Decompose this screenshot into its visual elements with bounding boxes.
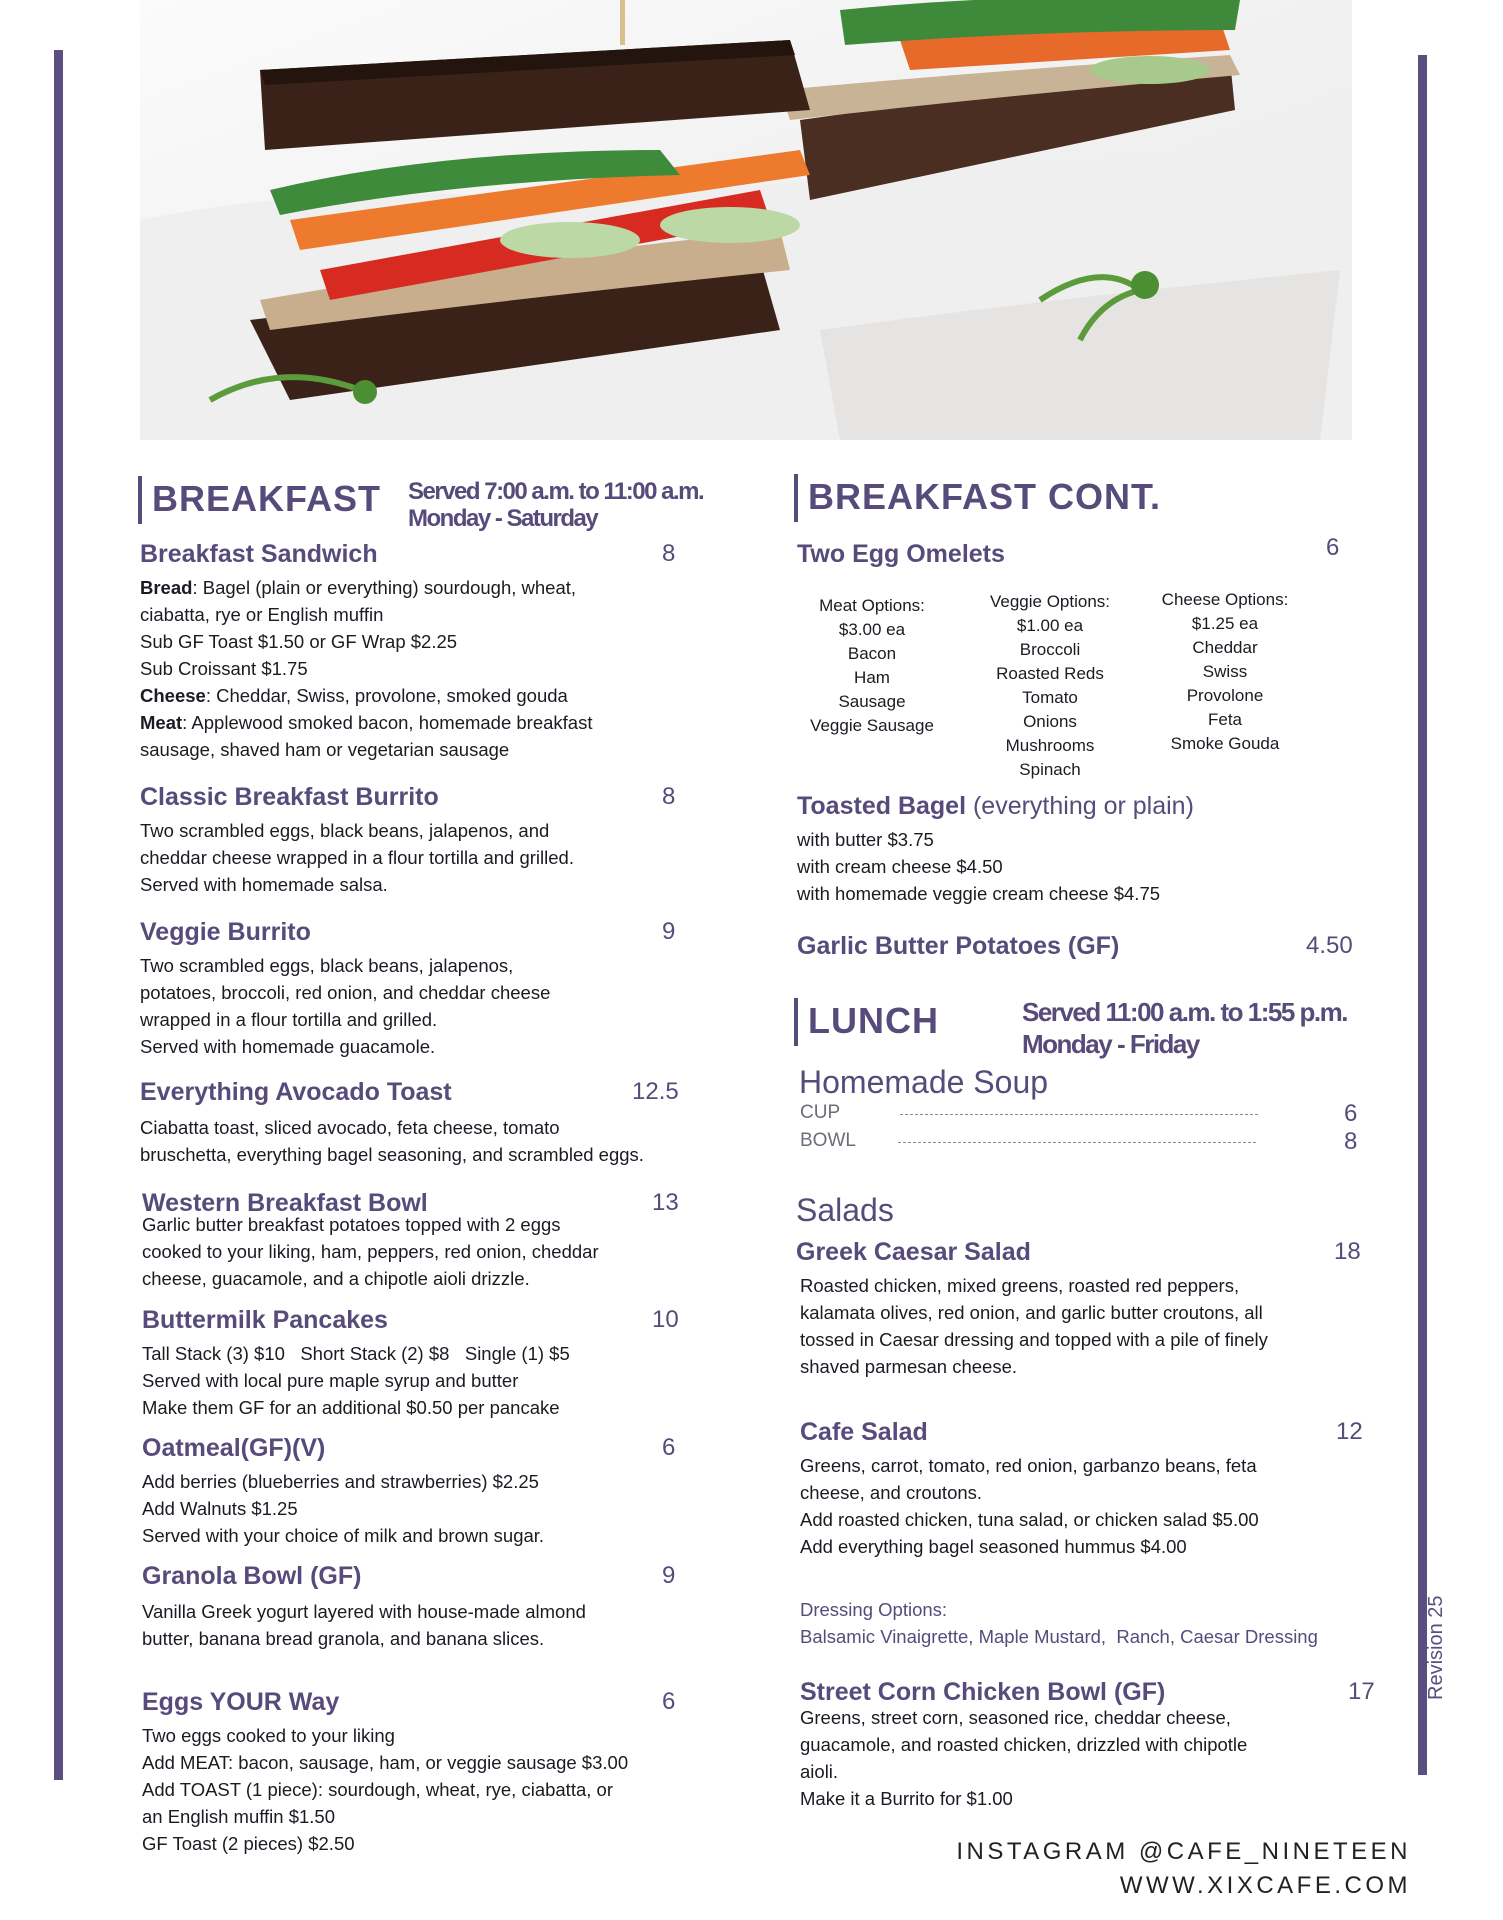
lunch-heading: LUNCH <box>808 1000 939 1041</box>
lunch-served-hours <box>1022 996 1347 1060</box>
left-accent-bar <box>54 50 63 1780</box>
item-price-greek-caesar: 18 <box>1334 1238 1361 1265</box>
soup-bowl-price: 8 <box>1344 1128 1358 1155</box>
soup-heading: Homemade Soup <box>799 1064 1049 1100</box>
item-title-western-bowl: Western Breakfast Bowl <box>142 1189 428 1217</box>
item-price-pancakes: 10 <box>652 1306 679 1333</box>
item-title-greek-caesar: Greek Caesar Salad <box>796 1238 1031 1266</box>
item-desc-toasted-bagel: with butter $3.75 with cream cheese $4.50 with homemade veggie cream cheese $4.75 <box>797 829 1161 904</box>
item-title-pancakes: Buttermilk Pancakes <box>142 1306 388 1334</box>
item-title-omelets: Two Egg Omelets <box>797 540 1005 568</box>
salads-heading: Salads <box>796 1192 894 1228</box>
item-title-oatmeal: Oatmeal(GF)(V) <box>142 1434 326 1462</box>
dressing-label: Dressing Options: <box>800 1599 948 1620</box>
item-price-omelets: 6 <box>1326 534 1340 561</box>
soup-bowl-leader <box>898 1142 1256 1143</box>
item-price-breakfast-sandwich: 8 <box>662 540 676 567</box>
item-title-granola-bowl: Granola Bowl (GF) <box>142 1562 362 1590</box>
item-desc-cafe-salad: Greens, carrot, tomato, red onion, garbanzo beans, feta cheese, and croutons. Add roasted chicken, tuna salad, or chicken salad $5.00 Add everything bagel seasoned hummus $4.00 <box>800 1455 1259 1557</box>
item-title-avocado-toast: Everything Avocado Toast <box>140 1078 452 1106</box>
item-desc-classic-burrito: Two scrambled eggs, black beans, jalapenos, and cheddar cheese wrapped in a flour tortilla and grilled. Served with homemade salsa. <box>140 820 574 895</box>
item-price-cafe-salad: 12 <box>1336 1418 1363 1445</box>
website-url: WWW.XIXCAFE.COM <box>1119 1872 1411 1899</box>
dressing-options <box>800 1596 1318 1650</box>
item-desc-granola-bowl: Vanilla Greek yogurt layered with house-made almond butter, banana bread granola, and banana slices. <box>142 1601 586 1649</box>
revision-label: Revision 25 <box>1425 1595 1447 1700</box>
breakfast-served-hours <box>408 478 703 532</box>
item-desc-street-corn-bowl: Greens, street corn, seasoned rice, cheddar cheese, guacamole, and roasted chicken, drizzled with chipotle aioli. Make it a Burrito for $1.00 <box>800 1707 1248 1809</box>
soup-bowl-label: BOWL <box>800 1130 856 1151</box>
item-desc-breakfast-sandwich: Bread: Bagel (plain or everything) sourdough, wheat, ciabatta, rye or English muffin Sub GF Toast $1.50 or GF Wrap $2.25 Sub Croissant $1.75 Cheese: Cheddar, Swiss, provolone, smoked gouda Meat: Applewood smoked bacon, homemade breakfast sausage, shaved ham or vegetarian sausage <box>140 577 593 760</box>
item-price-classic-burrito: 8 <box>662 783 676 810</box>
instagram-handle: INSTAGRAM @CAFE_NINETEEN <box>956 1838 1411 1865</box>
item-price-oatmeal: 6 <box>662 1434 676 1461</box>
item-desc-greek-caesar: Roasted chicken, mixed greens, roasted red peppers, kalamata olives, red onion, and garlic butter croutons, all tossed in Caesar dressing and topped with a pile of finely shaved parmesan cheese. <box>800 1275 1268 1377</box>
breakfast-served-line2: Monday - Saturday <box>408 505 598 532</box>
item-price-avocado-toast: 12.5 <box>632 1078 679 1105</box>
item-price-granola-bowl: 9 <box>662 1562 676 1589</box>
item-desc-avocado-toast: Ciabatta toast, sliced avocado, feta cheese, tomato bruschetta, everything bagel seasoning, and scrambled eggs. <box>140 1117 644 1165</box>
right-accent-bar <box>1418 55 1427 1775</box>
item-title-cafe-salad: Cafe Salad <box>800 1418 928 1446</box>
item-title-breakfast-sandwich: Breakfast Sandwich <box>140 540 378 568</box>
item-title-veggie-burrito: Veggie Burrito <box>140 918 311 946</box>
breakfast-heading: BREAKFAST <box>152 478 382 519</box>
soup-cup-label: CUP <box>800 1102 841 1123</box>
item-price-garlic-potatoes: 4.50 <box>1306 932 1353 959</box>
item-title-eggs-your-way: Eggs YOUR Way <box>142 1688 340 1716</box>
breakfast-cont-heading: BREAKFAST CONT. <box>808 476 1162 517</box>
item-title-classic-burrito: Classic Breakfast Burrito <box>140 783 439 811</box>
item-price-veggie-burrito: 9 <box>662 918 676 945</box>
dressing-list: Balsamic Vinaigrette, Maple Mustard, Ranch, Caesar Dressing <box>800 1626 1318 1647</box>
item-desc-eggs-your-way: Two eggs cooked to your liking Add MEAT: bacon, sausage, ham, or veggie sausage $3.00 Add TOAST (1 piece): sourdough, wheat, rye, ciabatta, or an English muffin $1.50 GF Toast (2 pieces) $2.50 <box>142 1725 629 1854</box>
item-title-garlic-potatoes: Garlic Butter Potatoes (GF) <box>797 932 1120 960</box>
item-desc-western-bowl: Garlic butter breakfast potatoes topped with 2 eggs cooked to your liking, ham, peppers, red onion, cheddar cheese, guacamole, and a chipotle aioli drizzle. <box>142 1214 599 1289</box>
item-price-western-bowl: 13 <box>652 1189 679 1216</box>
item-desc-veggie-burrito: Two scrambled eggs, black beans, jalapenos, potatoes, broccoli, red onion, and cheddar cheese wrapped in a flour tortilla and grilled. Served with homemade guacamole. <box>140 955 551 1057</box>
item-price-street-corn-bowl: 17 <box>1348 1678 1375 1705</box>
omelet-cheese-options: Cheese Options: $1.25 ea Cheddar Swiss Provolone Feta Smoke Gouda <box>1161 590 1289 753</box>
item-desc-oatmeal: Add berries (blueberries and strawberries) $2.25 Add Walnuts $1.25 Served with your choice of milk and brown sugar. <box>142 1471 545 1546</box>
hero-sandwich-image <box>140 0 1352 440</box>
lunch-served-line2: Monday - Friday <box>1022 1029 1199 1059</box>
item-price-eggs-your-way: 6 <box>662 1688 676 1715</box>
lunch-served-line1: Served 11:00 a.m. to 1:55 p.m. <box>1022 997 1347 1027</box>
omelet-veggie-options: Veggie Options: $1.00 ea Broccoli Roasted Reds Tomato Onions Mushrooms Spinach <box>989 592 1111 779</box>
sandwich-illustration <box>140 0 1352 440</box>
soup-cup-price: 6 <box>1344 1100 1358 1127</box>
item-desc-pancakes: Tall Stack (3) $10 Short Stack (2) $8 Single (1) $5 Served with local pure maple syrup and butter Make them GF for an additional $0.50 per pancake <box>142 1343 570 1418</box>
omelet-meat-options: Meat Options: $3.00 ea Bacon Ham Sausage Veggie Sausage <box>810 596 934 735</box>
item-title-toasted-bagel: Toasted Bagel (everything or plain) <box>797 792 1194 820</box>
soup-cup-leader <box>900 1114 1258 1115</box>
breakfast-served-line1: Served 7:00 a.m. to 11:00 a.m. <box>408 478 704 505</box>
item-title-street-corn-bowl: Street Corn Chicken Bowl (GF) <box>800 1678 1166 1706</box>
